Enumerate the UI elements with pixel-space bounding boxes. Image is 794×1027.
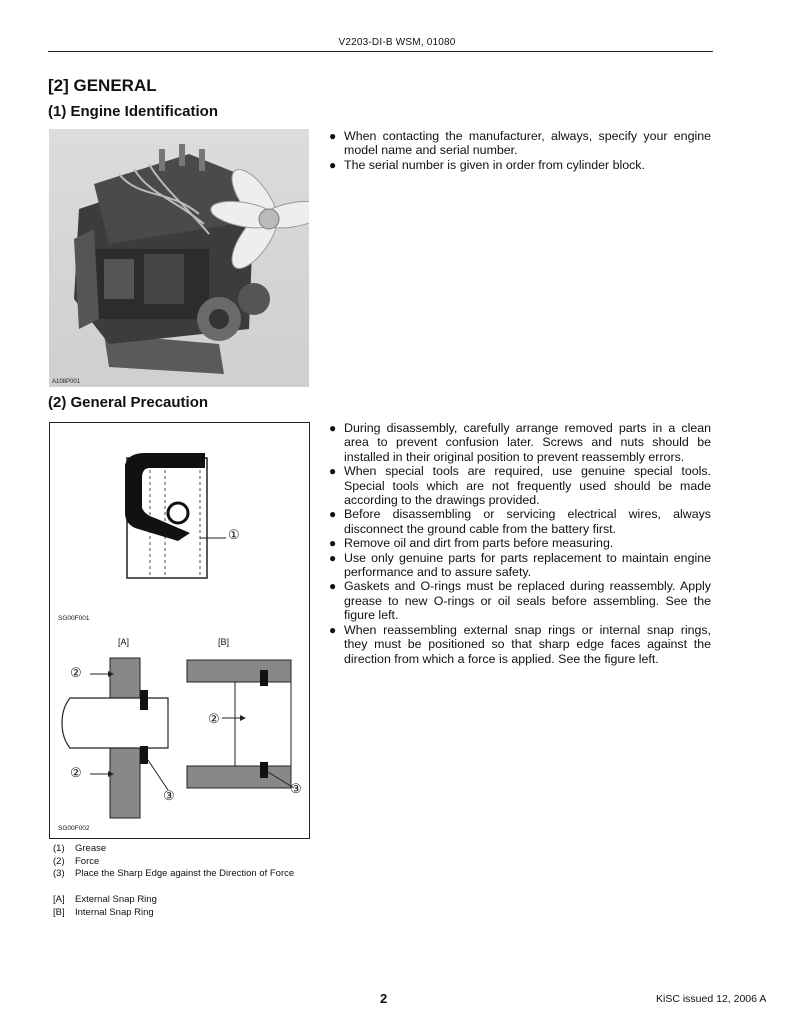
callout-2-a-bottom: ② (70, 765, 82, 780)
callout-3-b: ③ (290, 781, 302, 796)
figure-code-2: SG00F002 (58, 825, 90, 832)
bullet-dot-icon: ● (329, 421, 337, 435)
figure-code-1: SG00F001 (58, 615, 90, 622)
precaution-figure (49, 422, 310, 839)
bullet-item: ● The serial number is given in order from cylinder block. (329, 157, 645, 172)
bullet-dot-icon: ● (329, 550, 337, 565)
figure-legend-snap-rings (53, 894, 157, 919)
bullet-item: ● Remove oil and dirt from parts before measuring. (329, 536, 614, 551)
bullet-dot-icon: ● (329, 157, 337, 172)
legend-row: (1) Grease (53, 843, 107, 854)
bullet-item: ● Use only genuine parts for parts replacement to maintain engine performance and to assure safety. (329, 550, 711, 580)
bullet-item: ● During disassembly, carefully arrange removed parts in a clean area to prevent confusion later. Screws and nuts should be installed in their original position to prevent reassembly errors. (329, 421, 711, 464)
subsection-title-general-precaution: (2) General Precaution (48, 394, 209, 411)
bullet-dot-icon: ● (329, 536, 337, 551)
snap-ring-diagram (50, 648, 309, 828)
legend-row: [B] Internal Snap Ring (53, 906, 154, 918)
bullet-dot-icon: ● (329, 622, 337, 637)
bullet-dot-icon: ● (329, 507, 337, 522)
bullet-item: ● Gaskets and O-rings must be replaced during reassembly. Apply grease to new O-rings or oil seals before assembling. See the figure left. (329, 579, 711, 623)
section-title: [2] GENERAL (48, 76, 157, 95)
general-precaution-bullets (329, 421, 711, 666)
callout-2-a-top: ② (70, 665, 82, 680)
bullet-dot-icon: ● (329, 579, 337, 594)
document-code-header: V2203-DI-B WSM, 01080 (338, 37, 456, 48)
bullet-dot-icon: ● (329, 129, 337, 143)
engine-illustration (49, 129, 309, 387)
legend-row: (3) Place the Sharp Edge against the Direction of Force (53, 868, 295, 879)
engine-photo (49, 129, 309, 387)
header-rule (48, 51, 713, 52)
bullet-item: ● Before disassembling or servicing electrical wires, always disconnect the ground cable from the battery first. (329, 507, 711, 536)
legend-row: (2) Force (53, 855, 100, 867)
callout-1: ① (228, 527, 240, 542)
engine-identification-bullets (329, 129, 711, 172)
bullet-item: ● When special tools are required, use genuine special tools. Special tools which are not frequently used should be made according to the drawings provided. (329, 464, 711, 508)
page-number: 2 (380, 991, 388, 1006)
issue-note: KiSC issued 12, 2006 A (656, 993, 767, 1005)
label-a: [A] (118, 637, 130, 647)
bullet-item: ● When reassembling external snap rings or internal snap rings, they must be positioned so that sharp edge faces against the direction from which a force is applied. See the figure left. (329, 622, 711, 666)
label-b: [B] (218, 637, 230, 647)
legend-row: [A] External Snap Ring (53, 894, 157, 905)
bullet-item: ● When contacting the manufacturer, always, specify your engine model name and serial number. (329, 129, 711, 158)
figure-legend (53, 843, 294, 881)
photo-code: A108P001 (52, 379, 81, 385)
subsection-title-engine-identification: (1) Engine Identification (48, 103, 219, 120)
callout-2-b: ② (208, 711, 220, 726)
callout-3-a: ③ (163, 788, 175, 803)
bullet-dot-icon: ● (329, 464, 337, 479)
